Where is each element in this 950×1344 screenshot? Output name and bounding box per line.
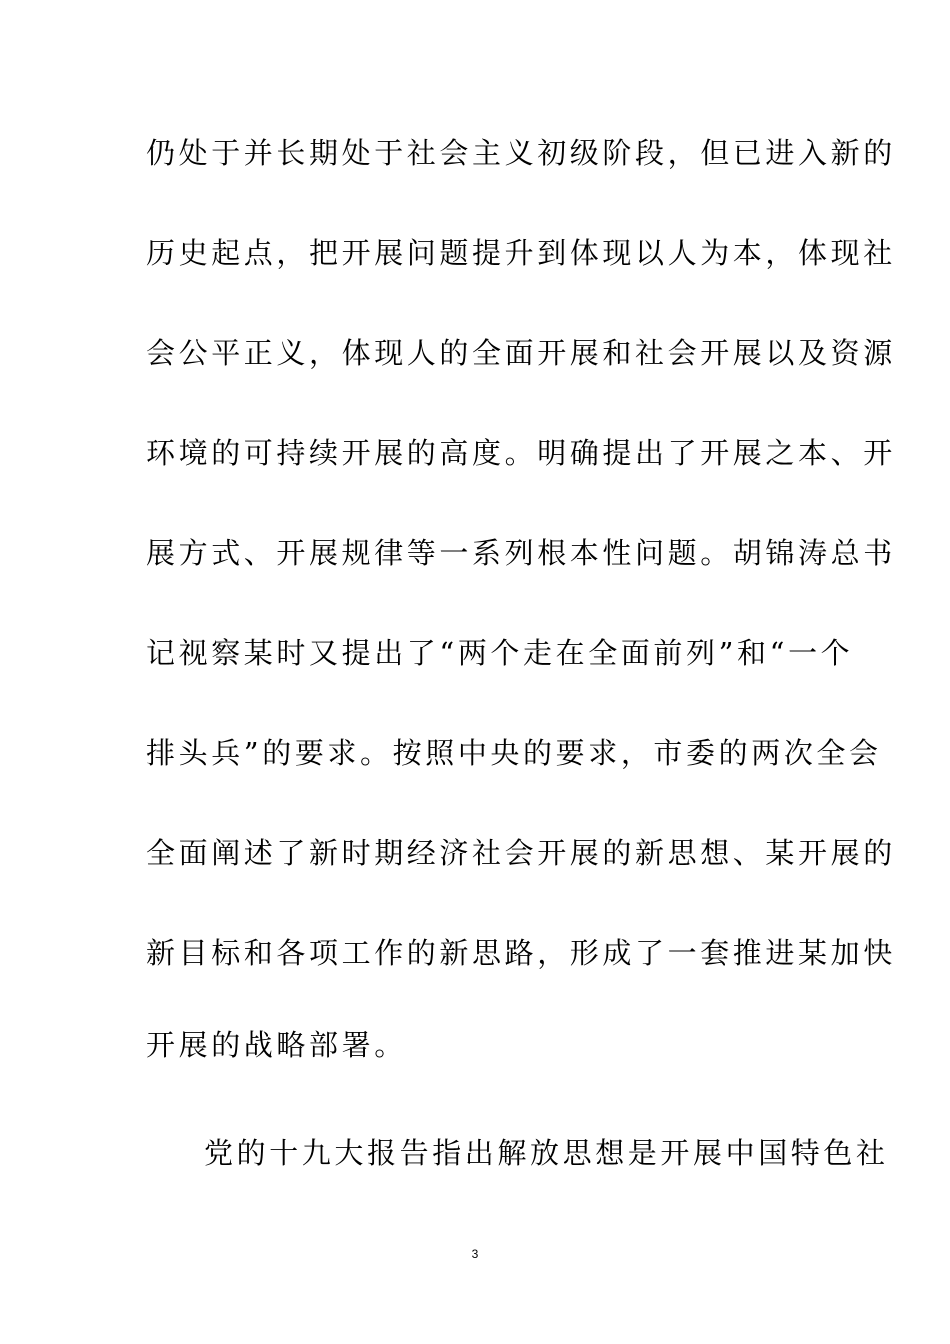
text-line: 排头兵”的要求。按照中央的要求，市委的两次全会 <box>146 736 882 770</box>
text-line: 记视察某时又提出了“两个走在全面前列”和“一个 <box>146 636 854 670</box>
paragraph-start-line: 党的十九大报告指出解放思想是开展中国特色社 <box>204 1136 889 1170</box>
text-line: 开展的战略部署。 <box>146 1028 407 1062</box>
text-line: 会公平正义，体现人的全面开展和社会开展以及资源 <box>146 336 896 370</box>
text-line: 展方式、开展规律等一系列根本性问题。胡锦涛总书 <box>146 536 896 570</box>
text-line: 环境的可持续开展的高度。明确提出了开展之本、开 <box>146 436 896 470</box>
page-number: 3 <box>471 1247 479 1261</box>
text-line: 历史起点，把开展问题提升到体现以人为本，体现社 <box>146 236 896 270</box>
text-line: 新目标和各项工作的新思路，形成了一套推进某加快 <box>146 936 896 970</box>
text-line: 仍处于并长期处于社会主义初级阶段，但已进入新的 <box>146 136 896 170</box>
text-line: 全面阐述了新时期经济社会开展的新思想、某开展的 <box>146 836 896 870</box>
